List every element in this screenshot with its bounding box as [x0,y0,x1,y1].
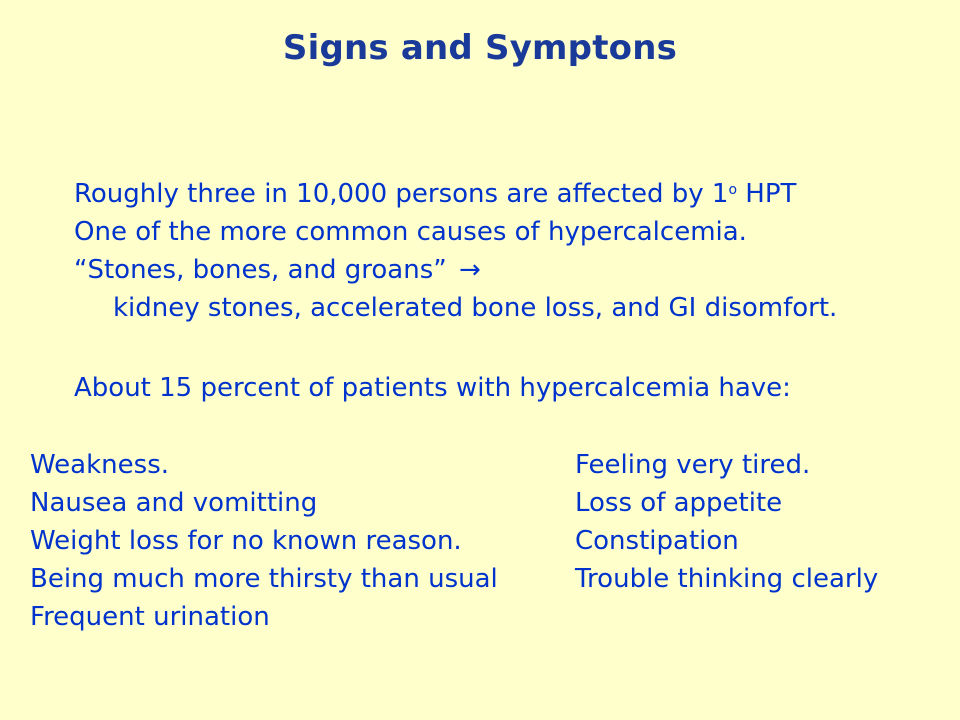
degree-superscript: o [728,182,738,198]
mnemonic-text: “Stones, bones, and groans” [74,255,447,285]
right-arrow-icon: → [459,255,481,285]
intro-line-mnemonic-explanation: kidney stones, accelerated bone loss, and GI disomfort. [113,293,838,323]
symptom-item: Frequent urination [30,602,270,632]
symptom-item: Feeling very tired. [575,450,811,480]
intro-line-percentage: About 15 percent of patients with hypercalcemia have: [74,373,791,403]
page-title: Signs and Symptons [282,28,678,68]
symptom-item: Trouble thinking clearly [575,564,879,594]
intro-line-prevalence [74,181,796,207]
symptom-item: Constipation [575,526,739,556]
symptom-item: Nausea and vomitting [30,488,318,518]
symptom-item: Weakness. [30,450,170,480]
symptom-item: Weight loss for no known reason. [30,526,462,556]
symptom-item: Loss of appetite [575,488,783,518]
intro-line-mnemonic [74,257,481,283]
symptom-item: Being much more thirsty than usual [30,564,498,594]
intro-line-prevalence-text: Roughly three in 10,000 persons are affected by 1 [74,179,729,209]
intro-line-causes: One of the more common causes of hypercalcemia. [74,217,747,247]
intro-line-prevalence-suffix: HPT [737,179,797,209]
